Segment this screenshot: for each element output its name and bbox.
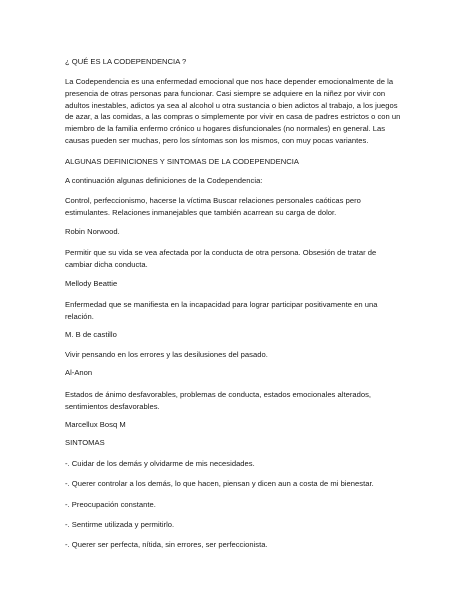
definition-line: Control, perfeccionismo, hacerse la víctima Buscar relaciones personales caóticas pero	[65, 196, 361, 205]
symptom-item: -. Sentirme utilizada y permitirlo.	[65, 520, 175, 529]
definition-paragraph	[65, 299, 415, 323]
definition-paragraph	[65, 247, 415, 271]
intro-line: causas pueden ser muchas, pero los síntomas son los mismos, con muy pocas variantes.	[65, 135, 369, 145]
definition-line: cambiar dicha conducta.	[65, 259, 148, 269]
definition-author: Robin Norwood.	[65, 227, 120, 236]
definitions-intro: A continuación algunas definiciones de la Codependencia:	[65, 176, 263, 185]
definition-author: Al-Anon	[65, 368, 93, 377]
definition-author: Mellody Beattie	[65, 279, 118, 288]
symptom-item: -. Querer controlar a los demás, lo que hacen, piensan y dicen aun a costa de mi bienestar.	[65, 479, 374, 488]
intro-line: miembro de la familia enfermo crónico u hogares disfuncionales (no normales) en general. Las	[65, 124, 386, 134]
definition-line: Permitir que su vida se vea afectada por la conducta de otra persona. Obsesión de tratar de	[65, 248, 377, 257]
definition-line: sentimientos desfavorables.	[65, 401, 160, 411]
definition-line: Enfermedad que se manifiesta en la incapacidad para lograr participar positivamente en una	[65, 300, 378, 309]
definition-paragraph	[65, 195, 415, 219]
definitions-heading: ALGUNAS DEFINICIONES Y SINTOMAS DE LA CODEPENDENCIA	[65, 157, 299, 166]
definition-line: relación.	[65, 311, 94, 321]
symptom-item: -. Cuidar de los demás y olvidarme de mis necesidades.	[65, 459, 255, 468]
intro-line: de azar, a las comidas, a las compras o simplemente por vivir en casa de padres estrictos o con un	[65, 112, 401, 122]
symptoms-heading: SINTOMAS	[65, 438, 105, 447]
intro-paragraph	[65, 76, 415, 147]
intro-line: adultos inestables, adictos ya sea al alcohol u otra sustancia o bien adictos al trabajo, a los juegos	[65, 100, 398, 110]
symptom-item: -. Querer ser perfecta, nítida, sin errores, ser perfeccionista.	[65, 540, 268, 549]
intro-line: La Codependencia es una enfermedad emocional que nos hace depender emocionalmente de la	[65, 77, 394, 86]
document-title: ¿ QUÉ ES LA CODEPENDENCIA ?	[65, 57, 187, 66]
definition-paragraph: Vivir pensando en los errores y las desilusiones del pasado.	[65, 350, 268, 359]
definition-line: estimulantes. Relaciones inmanejables que también acarrean su carga de dolor.	[65, 207, 337, 217]
definition-line: Estados de ánimo desfavorables, problemas de conducta, estados emocionales alterados,	[65, 390, 372, 399]
definition-author: Marcellux Bosq M	[65, 420, 126, 429]
intro-line: presencia de otras personas para funcionar. Casi siempre se adquiere en la niñez por vivir con	[65, 88, 386, 98]
symptom-item: -. Preocupación constante.	[65, 500, 156, 509]
definition-paragraph	[65, 389, 415, 413]
definition-author: M. B de castillo	[65, 330, 117, 339]
